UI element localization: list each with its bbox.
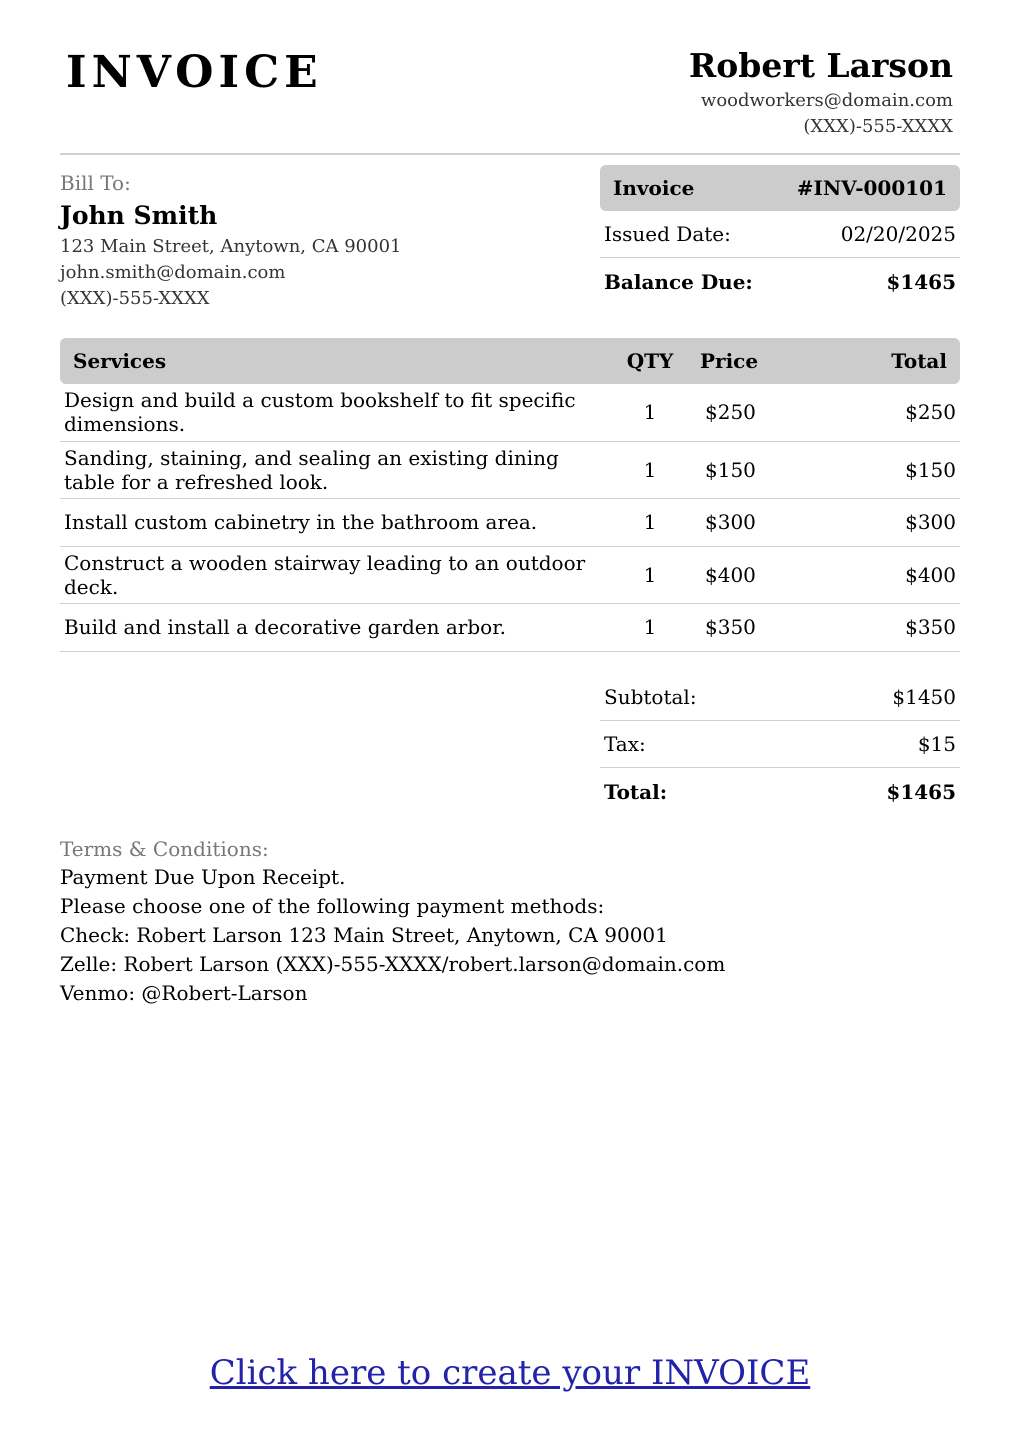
tax-row (600, 721, 960, 768)
services-column-header: Services (60, 338, 600, 384)
client-phone: (XXX)-555-XXXX (60, 288, 210, 309)
tax-label: Tax: (604, 732, 646, 756)
total-cell: $150 (820, 441, 960, 498)
tax-value: $15 (917, 732, 956, 756)
balance-due-row (600, 258, 960, 305)
qty-cell: 1 (600, 603, 700, 651)
sender-email: woodworkers@domain.com (700, 90, 953, 111)
issued-date-value: 02/20/2025 (840, 222, 956, 246)
table-row (60, 384, 960, 441)
subtotal-value: $1450 (892, 685, 956, 709)
terms-label: Terms & Conditions: (60, 837, 269, 861)
table-row (60, 441, 960, 498)
issued-date-row (600, 211, 960, 258)
table-header-row (60, 338, 960, 384)
subtotal-label: Subtotal: (604, 685, 697, 709)
price-cell: $150 (700, 441, 820, 498)
total-value: $1465 (886, 779, 956, 804)
terms-line: Please choose one of the following payment methods: (60, 894, 605, 918)
total-cell: $300 (820, 498, 960, 546)
qty-cell: 1 (600, 441, 700, 498)
price-cell: $400 (700, 546, 820, 603)
terms-line: Zelle: Robert Larson (XXX)-555-XXXX/robert.larson@domain.com (60, 952, 726, 976)
price-cell: $300 (700, 498, 820, 546)
terms-line: Venmo: @Robert-Larson (60, 981, 308, 1005)
client-name: John Smith (60, 201, 218, 230)
total-cell: $250 (820, 384, 960, 441)
table-row (60, 546, 960, 603)
service-cell: Build and install a decorative garden arbor. (60, 603, 600, 651)
total-label: Total: (604, 779, 668, 804)
terms-line: Payment Due Upon Receipt. (60, 865, 346, 889)
client-address: 123 Main Street, Anytown, CA 90001 (60, 236, 402, 257)
sender-name: Robert Larson (688, 46, 953, 85)
sender-phone: (XXX)-555-XXXX (803, 116, 953, 137)
service-cell: Construct a wooden stairway leading to an outdoor deck. (60, 546, 600, 603)
invoice-number: #INV-000101 (796, 176, 947, 200)
header-divider (60, 153, 960, 155)
create-invoice-link[interactable]: Click here to create your INVOICE (209, 1353, 811, 1393)
balance-due-value: $1465 (886, 269, 956, 294)
service-cell: Design and build a custom bookshelf to fit specific dimensions. (60, 384, 600, 441)
sender-block (689, 44, 953, 140)
price-cell: $250 (700, 384, 820, 441)
qty-column-header: QTY (600, 338, 700, 384)
document-title: INVOICE (66, 47, 323, 98)
total-cell: $350 (820, 603, 960, 651)
qty-cell: 1 (600, 498, 700, 546)
balance-due-label: Balance Due: (604, 269, 753, 294)
client-email: john.smith@domain.com (60, 262, 286, 283)
subtotal-row (600, 674, 960, 721)
service-cell: Sanding, staining, and sealing an existing dining table for a refreshed look. (60, 441, 600, 498)
invoice-page (60, 0, 960, 1443)
total-row (600, 768, 960, 815)
invoice-label: Invoice (613, 176, 695, 200)
table-row (60, 603, 960, 651)
service-cell: Install custom cabinetry in the bathroom area. (60, 498, 600, 546)
table-row (60, 498, 960, 546)
terms-block (60, 835, 960, 1008)
bill-to-block (60, 170, 580, 312)
price-column-header: Price (700, 338, 820, 384)
invoice-number-header (600, 165, 960, 211)
total-column-header: Total (820, 338, 960, 384)
qty-cell: 1 (600, 546, 700, 603)
total-cell: $400 (820, 546, 960, 603)
totals-block (600, 674, 960, 815)
qty-cell: 1 (600, 384, 700, 441)
terms-line: Check: Robert Larson 123 Main Street, Anytown, CA 90001 (60, 923, 668, 947)
invoice-info-block (600, 165, 960, 305)
issued-date-label: Issued Date: (604, 222, 731, 246)
price-cell: $350 (700, 603, 820, 651)
bill-to-label: Bill To: (60, 171, 131, 195)
services-table (60, 338, 960, 652)
